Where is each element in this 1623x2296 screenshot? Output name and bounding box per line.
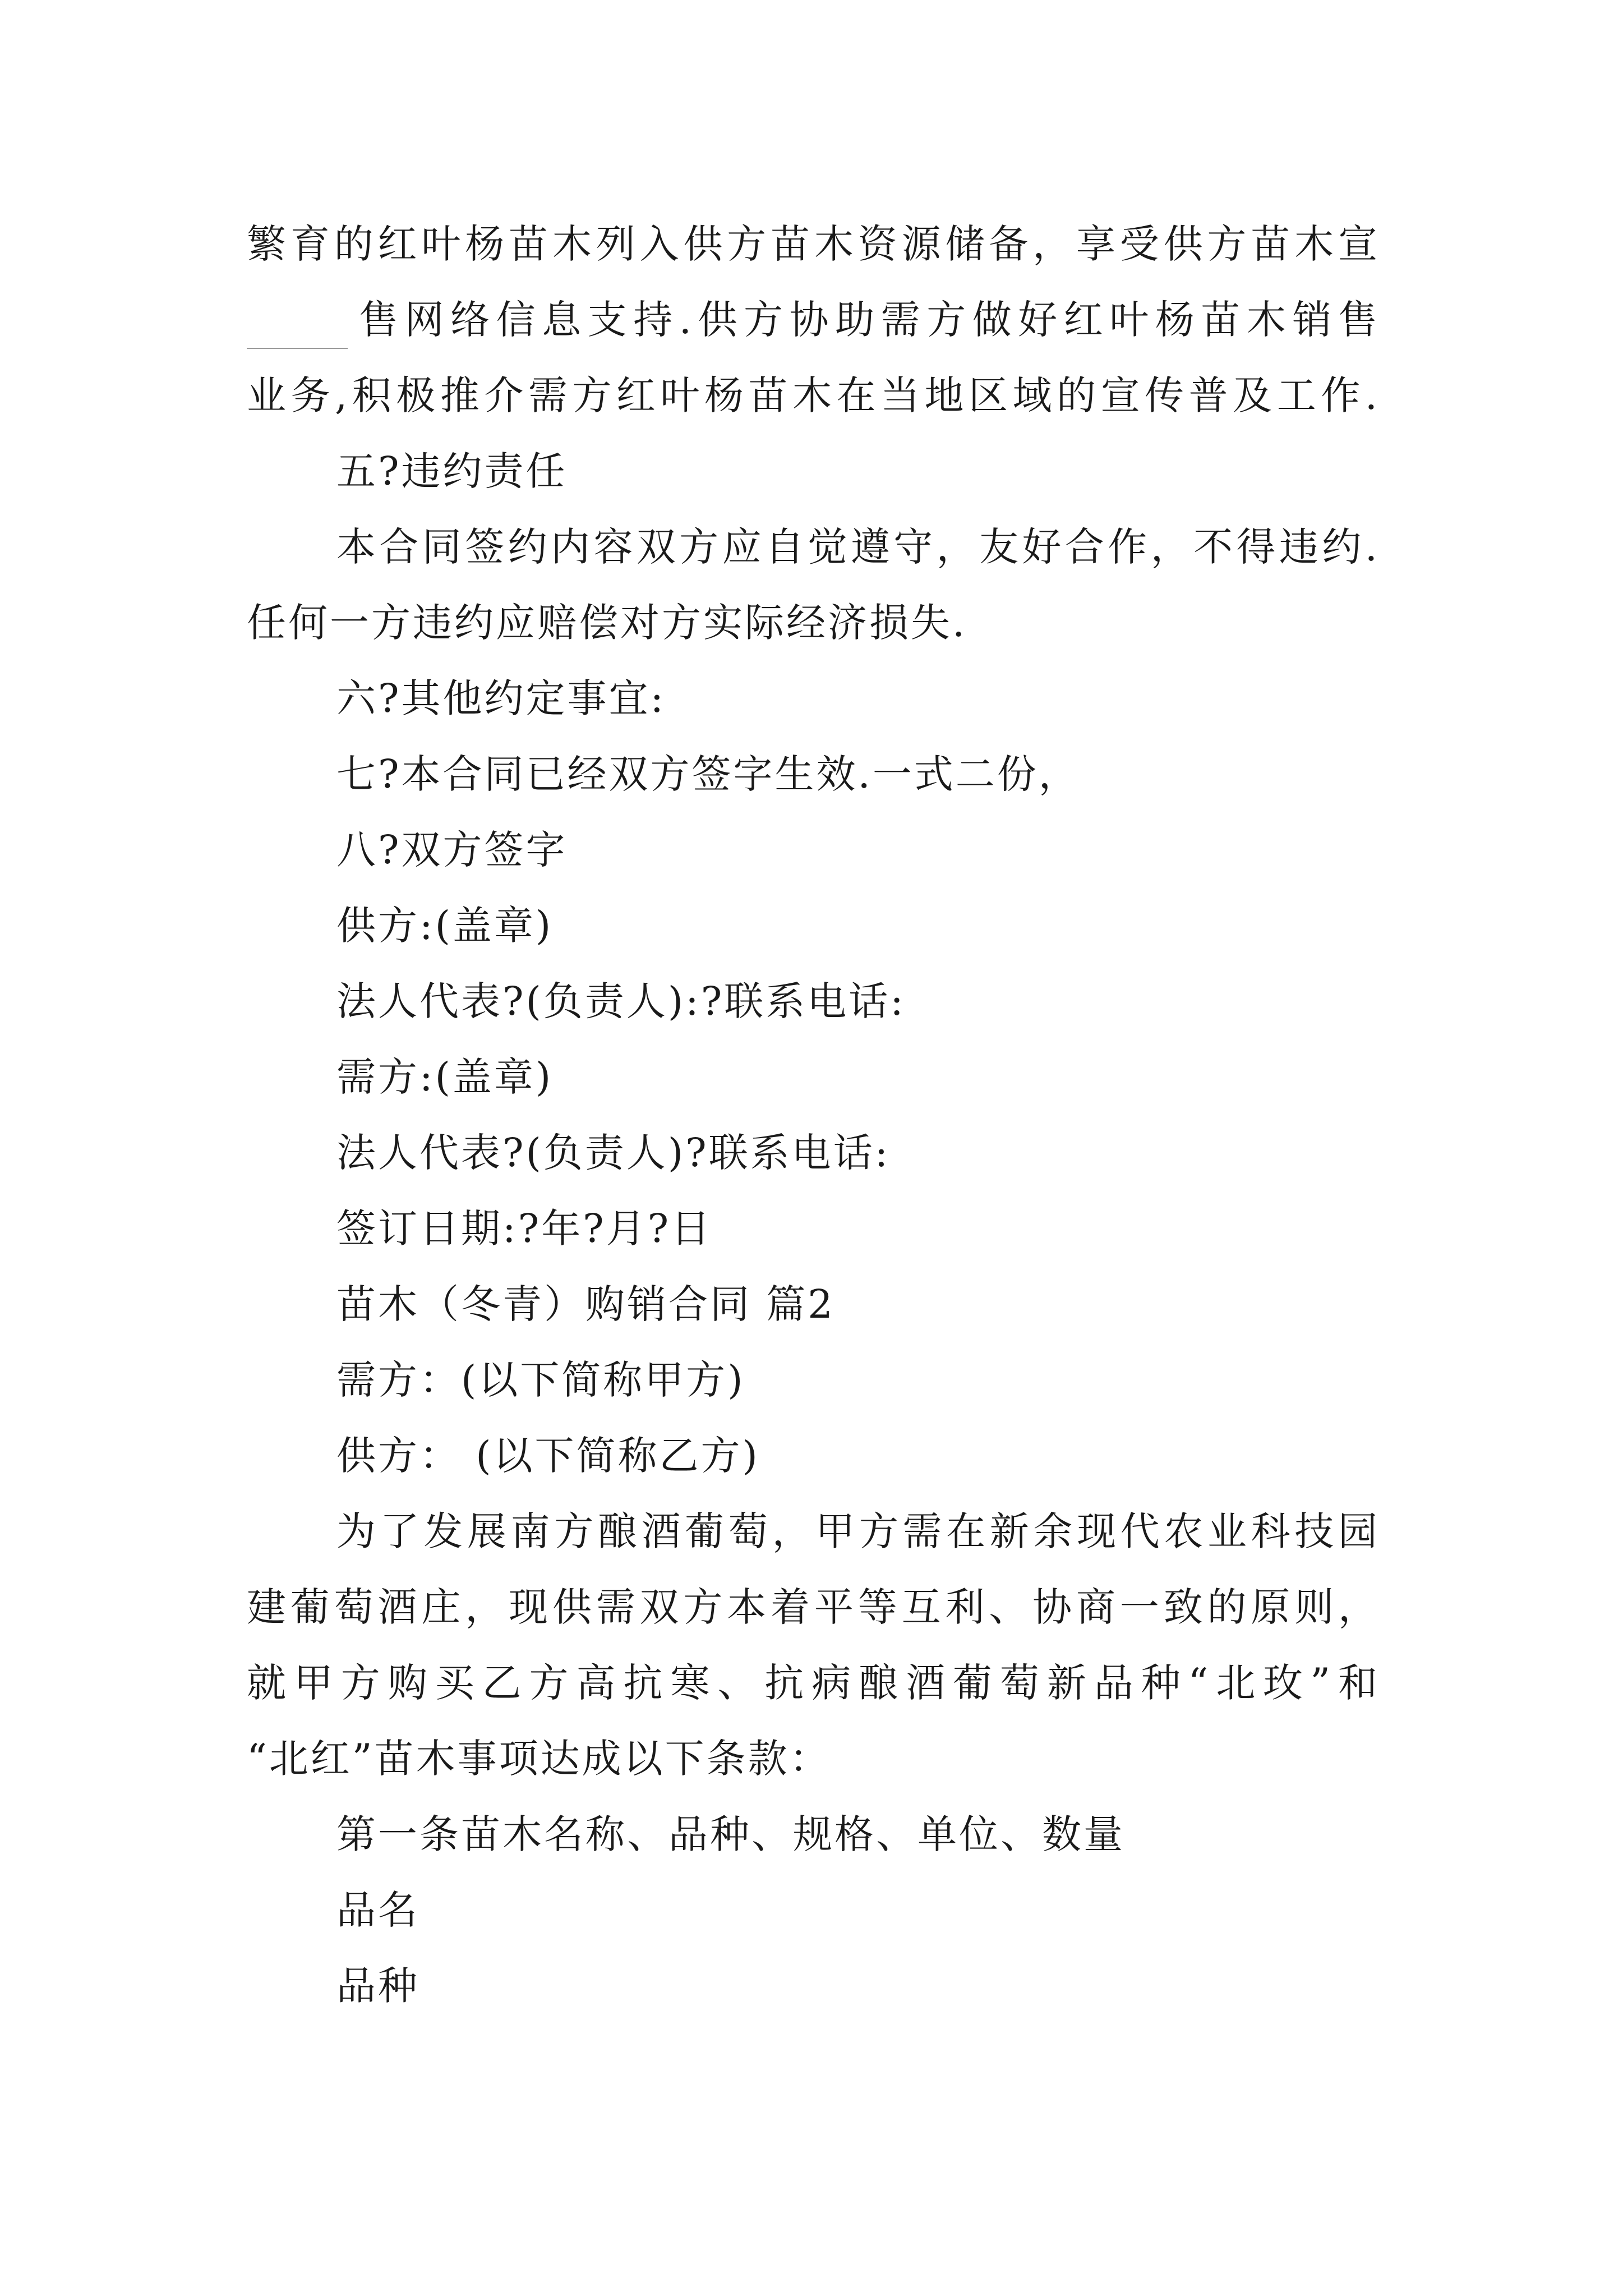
section-heading-signature: 八?双方签字	[336, 827, 568, 873]
section-heading-effective: 七?本合同已经双方签字生效.一式二份，	[336, 751, 1080, 797]
party-supplier: 供方： (以下简称乙方)	[336, 1433, 760, 1479]
paragraph-line-6: 任何一方违约应赔偿对方实际经济损失.	[247, 600, 967, 646]
paragraph-line-1: 繁育的红叶杨苗木列入供方苗木资源储备，享受供方苗木宣	[247, 221, 1380, 267]
paragraph-line-3: 业务,积极推介需方红叶杨苗木在当地区域的宣传普及工作.	[247, 372, 1380, 418]
paragraph-line-2: 售网络信息支持.供方协助需方做好红叶杨苗木销售	[359, 297, 1380, 343]
paragraph-line-20: 就甲方购买乙方高抗寒、抗病酿酒葡萄新品种“北玫”和	[247, 1660, 1380, 1706]
field-variety: 品种	[336, 1963, 419, 2009]
section-heading-other: 六?其他约定事宜:	[336, 675, 666, 721]
paragraph-line-19: 建葡萄酒庄，现供需双方本着平等互利、协商一致的原则，	[247, 1584, 1380, 1630]
section-heading-breach: 五?违约责任	[336, 448, 568, 494]
blank-underline	[247, 348, 348, 349]
paragraph-line-18: 为了发展南方酿酒葡萄，甲方需在新余现代农业科技园	[336, 1508, 1380, 1554]
supplier-seal: 供方:(盖章)	[336, 903, 554, 949]
buyer-representative: 法人代表?(负责人)?联系电话:	[336, 1130, 891, 1176]
contract-title: 苗木（冬青）购销合同 篇2	[336, 1281, 835, 1327]
field-product-name: 品名	[336, 1887, 419, 1933]
buyer-seal: 需方:(盖章)	[336, 1054, 554, 1100]
signing-date: 签订日期:?年?月?日	[336, 1205, 713, 1251]
paragraph-line-5: 本合同签约内容双方应自觉遵守，友好合作，不得违约.	[336, 524, 1380, 570]
article-one-heading: 第一条苗木名称、品种、规格、单位、数量	[336, 1811, 1125, 1857]
party-buyer: 需方：(以下简称甲方)	[336, 1357, 745, 1403]
supplier-representative: 法人代表?(负责人):?联系电话:	[336, 978, 906, 1024]
paragraph-line-21: “北红”苗木事项达成以下条款：	[247, 1736, 831, 1782]
